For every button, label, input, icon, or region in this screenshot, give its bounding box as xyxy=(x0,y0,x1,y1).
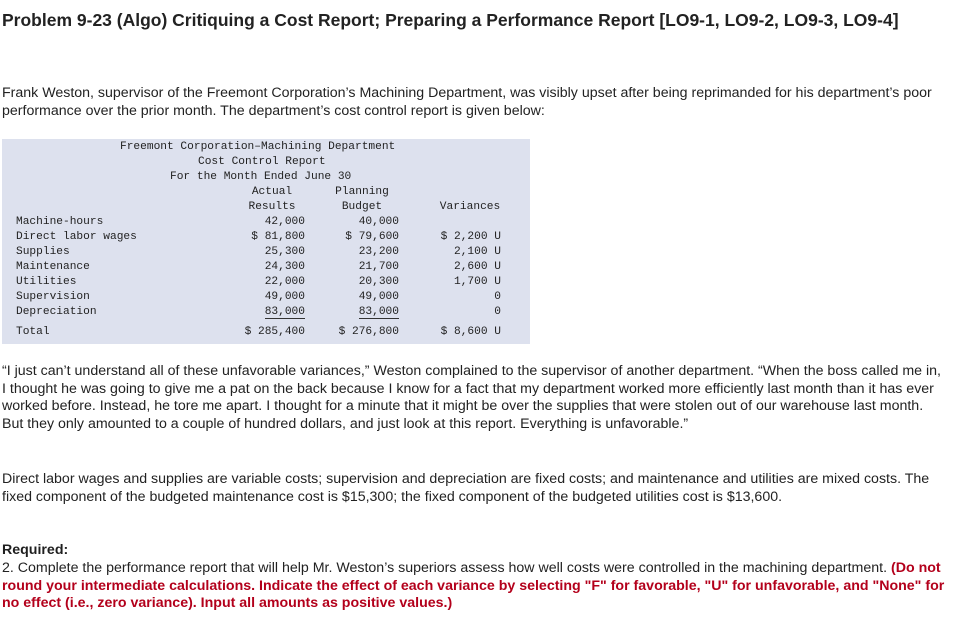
report-header-period: For the Month Ended June 30 xyxy=(170,171,352,183)
row-actual: 25,300 xyxy=(264,246,305,258)
required-paragraph xyxy=(2,560,947,613)
row-variance: 0 xyxy=(494,306,501,318)
row-budget: 21,700 xyxy=(358,261,399,273)
row-budget: 83,000 xyxy=(358,306,399,318)
row-label: Utilities xyxy=(16,276,77,288)
row-label: Direct labor wages xyxy=(16,231,137,243)
row-budget: $ 79,600 xyxy=(345,231,399,243)
row-actual: 22,000 xyxy=(264,276,305,288)
col-variances: Variances xyxy=(439,201,501,213)
row-variance: 1,700 U xyxy=(454,276,501,288)
row-actual: 42,000 xyxy=(264,216,305,228)
row-variance: 0 xyxy=(494,291,501,303)
intro-paragraph: Frank Weston, supervisor of the Freemont Corporation’s Machining Department, was visibly upset after being reprimanded for his department’s poor performance over the prior month. The department’s cost control report is given below: xyxy=(2,85,932,119)
row-variance: 2,600 U xyxy=(454,261,501,273)
row-label: Depreciation xyxy=(16,306,97,318)
required-text: 2. Complete the performance report that will help Mr. Weston’s superiors assess how well costs were controlled in the machining department. xyxy=(2,560,888,576)
row-variance: 2,100 U xyxy=(454,246,501,258)
quote-paragraph: “I just can’t understand all of these unfavorable variances,” Weston complained to the supervisor of another department. “When the boss called me in, I thought he was going to give me a pat on the back because I know for a fact that my department worked more efficiently last month than it has ever worked before. Instead, he tore me apart. I thought for a minute that it might be over the supplies that were stolen out of our warehouse last month. But they only amounted to a couple of hundred dollars, and just look at this report. Everything is unfavorable.” xyxy=(2,363,941,432)
total-variance: $ 8,600 U xyxy=(440,326,501,338)
problem-title: Problem 9-23 (Algo) Critiquing a Cost Report; Preparing a Performance Report [LO9-1, LO9-2, LO9-3, LO9-4] xyxy=(2,10,899,30)
total-actual: $ 285,400 xyxy=(244,326,305,338)
row-actual: 83,000 xyxy=(264,306,305,318)
total-label: Total xyxy=(16,326,50,338)
col-actual-line1: Actual xyxy=(251,186,293,198)
row-label: Maintenance xyxy=(16,261,90,273)
total-budget: $ 276,800 xyxy=(338,326,399,338)
cost-behavior-paragraph: Direct labor wages and supplies are variable costs; supervision and depreciation are fixed costs; and maintenance and utilities are mixed costs. The fixed component of the budgeted maintenance cost is $15,300; the fixed component of the budgeted utilities cost is $13,600. xyxy=(2,471,930,505)
row-label: Supplies xyxy=(16,246,70,258)
report-header-company: Freemont Corporation–Machining Department xyxy=(120,141,396,153)
col-budget-line2: Budget xyxy=(341,201,383,213)
row-actual: 49,000 xyxy=(264,291,305,303)
row-actual: $ 81,800 xyxy=(251,231,305,243)
row-label: Machine-hours xyxy=(16,216,104,228)
row-variance: $ 2,200 U xyxy=(440,231,501,243)
row-budget: 23,200 xyxy=(358,246,399,258)
required-label: Required: xyxy=(2,542,69,558)
row-actual: 24,300 xyxy=(264,261,305,273)
row-budget: 20,300 xyxy=(358,276,399,288)
cost-control-report xyxy=(2,139,530,344)
required-instructions: (Do not round your intermediate calculations. Indicate the effect of each variance by selecting "F" for favorable, "U" for unfavorable, and "None" for no effect (i.e., zero variance). Input all amounts as positive values.) xyxy=(2,560,945,612)
row-label: Supervision xyxy=(16,291,90,303)
report-header-title: Cost Control Report xyxy=(198,156,326,168)
col-budget-line1: Planning xyxy=(335,186,389,198)
row-budget: 49,000 xyxy=(358,291,399,303)
col-actual-line2: Results xyxy=(248,201,296,213)
row-budget: 40,000 xyxy=(358,216,399,228)
